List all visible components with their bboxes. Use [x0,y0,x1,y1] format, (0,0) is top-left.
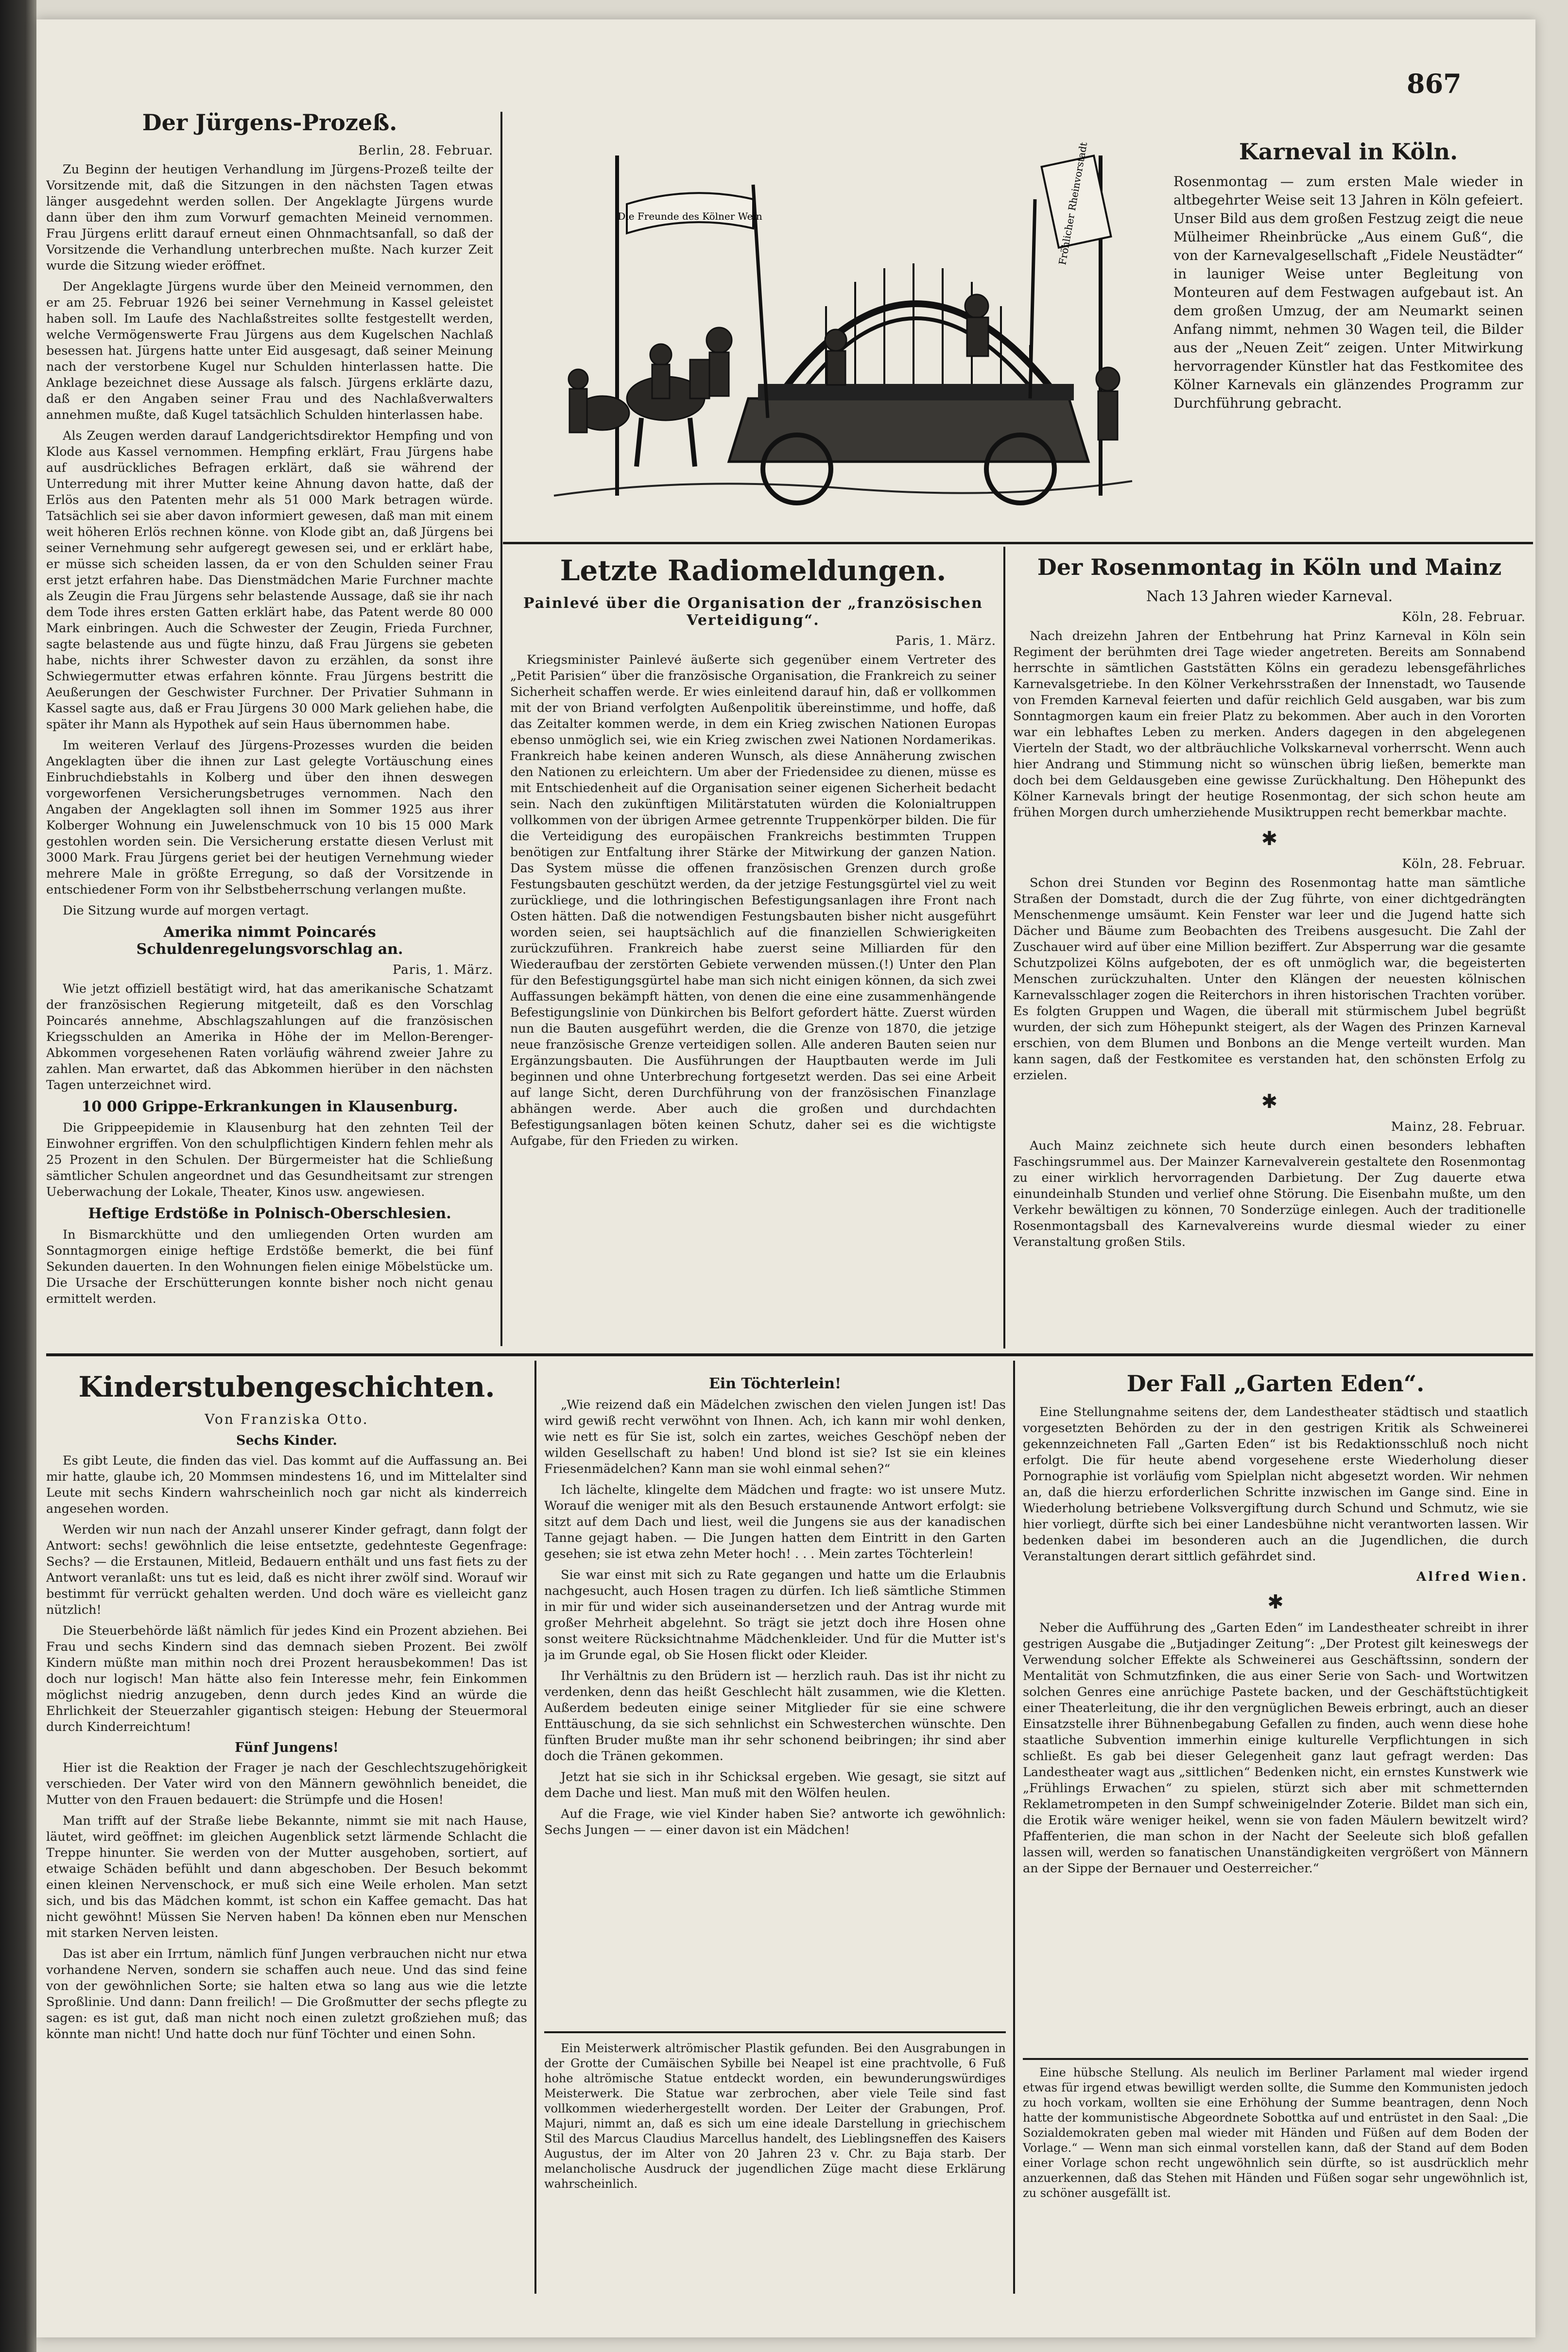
column-rule [1013,1361,1015,2294]
newspaper-page [36,19,1535,2337]
garten-paragraph: Neber die Aufführung des „Garten Eden“ im Landestheater schreibt in ihrer gestrigen Ausgabe die „Butjadinger Zeitung“: „Der Protest gilt keineswegs der Verwendung solcher Effekte als Schweinerei aus Geschäftssinn, sondern der Mentalität von Schmutzfinken, die aus einer Serie von Sach- und Wortwitzen solchen Genres eine anrüchige Pastete backen, und der Geschäftstüchtigkeit einer Theaterleitung, die ihr den vergnüglichen Beweis erbringt, auch an dieser Einsatzstelle ihrer Bühnenbegabung Gefallen zu finden, auch wenn diese hohe staatliche Subvention immerhin einige kulturelle Verpflichtungen in sich schließt. Es gab bei dieser Gelegenheit ganz laut gefragt werden: Das Landestheater wagt aus „sittlichen“ Bedenken nicht, ein ernstes Kunstwerk wie „Frühlings Erwachen“ zu spielen, stürzt sich aber mit schmetternden Reklametrompeten in den Sumpf schweinigelnder Zoterie. Bildet man sich ein, die Erotik wäre weniger heikel, wenn sie von faden Mäulern bewitzelt wird? Pfaffenterien, die man schon in der Nacht der Seeleute sich bloß gefallen lassen will, werden so fanatischen Unanständigkeiten vergrößert von Männern an der Sippe der Bernauer und Oesterreicher.“ [1023,1621,1528,1876]
carnival-float-illustration [544,126,1142,525]
karneval-koeln-title: Karneval in Köln. [1239,138,1458,165]
rosenmontag-title: Der Rosenmontag in Köln und Mainz [1037,554,1502,580]
amerika-title: Amerika nimmt Poincarés Schuldenregelungsvorschlag an. [136,924,403,958]
kinder-paragraph: Werden wir nun nach der Anzahl unserer Kinder gefragt, dann folgt der Antwort: sechs! gewöhnlich die leise entsetzte, gedehnteste Gegenfrage: Sechs? — die Erstaunen, Mitleid, Bedauern enthält und uns fast fiets zu der Antwort veranlaßt: uns tut es leid, daß es nicht ihrer zwölf sind. Worauf wir bestimmt für verrückt gehalten werden. Und doch wäre es vielleicht ganz nützlich! [46,1522,527,1617]
section-rule [46,1353,1533,1356]
karneval-koeln-article [1173,138,1523,527]
separator-star: ✱ [1261,1090,1278,1113]
banner-right-text: Fröhlicher Rheinvorstadt [1056,141,1090,266]
meisterwerk-article [544,2041,1006,2294]
banner-left-text: Die Freunde des Kölner Wein [618,210,762,222]
rosenmontag-subtitle: Nach 13 Jahren wieder Karneval. [1146,588,1393,605]
juergens-paragraph: Als Zeugen werden darauf Landgerichtsdirektor Hempfing und von Klode aus Kassel vernommen. Hempfing erklärt, Frau Jürgens habe auf ausdrückliches Befragen erklärt, daß sie während der Unterredung mit ihrer Mutter keine Ahnung davon hatte, daß der Erlös aus den Patenten mehr als 51 000 Mark betragen würde. Tatsächlich sei sie aber davon informiert gewesen, daß man mit einem weit höheren Erlös rechnen könne. von Klode gibt an, daß Jürgens bei seiner Vernehmung sehr aufgeregt gewesen sei, und er erklärt habe, er müsse sich scheiden lassen, da er von den Schulden seiner Frau erst jetzt erfahren habe. Das Dienstmädchen Marie Furchner machte als Zeugin die Frau Jürgens sehr belastende Aussage, daß sie ihr nach dem Tode ihres ersten Gatten erklärt habe, das Patent werde 80 000 Mark einbringen. Auch die Schwester der Zeugin, Frieda Furchner, sagte belastende aus und fügte hinzu, daß Frau Jürgens sie gebeten habe, nichts ihrer Schwester davon zu erzählen, da sonst ihre Schwiegermutter etwas erfahren könnte. Frau Jürgens bestritt die Aeußerungen der Geschwister Furchner. Der Privatier Suhmann in Kassel sagte aus, daß er Frau Jürgens 30 000 Mark geliehen habe, die später ihr Mann als Hypothek auf sein Haus übernommen habe. [46,429,493,732]
radio-dateline: Paris, 1. März. [895,634,996,648]
juergens-paragraph: Im weiteren Verlauf des Jürgens-Prozesses wurden die beiden Angeklagten über die ihnen zur Last gelegte Vortäuschung eines Einbruchdiebstahls in Kolberg und über den ihnen deswegen vorgeworfenen Versicherungsbetruges vernommen. Nach den Angaben der Angeklagten soll ihnen im Sommer 1925 aus ihrer Kolberger Wohnung ein Juwelenschmuck von 10 bis 15 000 Mark gestohlen worden sein. Die Versicherung erstatte diesen Verlust mit 3000 Mark. Frau Jürgens geriet bei der heutigen Vernehmung wieder mehrere Male in größte Erregung, so daß der Vorsitzende in entschiedener Form von ihr Selbstbeherrschung verlangen mußte. [46,738,493,897]
radio-subtitle: Painlevé über die Organisation der „französischen Verteidigung“. [523,595,983,629]
section-rule [503,542,1533,544]
juergens-paragraph: Zu Beginn der heutigen Verhandlung im Jürgens-Prozeß teilte der Vorsitzende mit, daß die Sitzungen in den nächsten Tagen etwas länger ausgedehnt werden sollen. Der Angeklagte Jürgens wurde dann über den ihm zum Vorwurf gemachten Meineid vernommen. Frau Jürgens erlitt darauf erneut einen Ohnmachtsanfall, so daß der Vorsitzende die Verhandlung unterbrechen mußte. Nach kurzer Zeit wurde die Sitzung wieder eröffnet. [46,162,493,273]
grippe-title: 10 000 Grippe-Erkrankungen in Klausenburg. [81,1098,458,1115]
kinder-section-title: Fünf Jungens! [235,1740,339,1755]
toechterlein-paragraph: Ihr Verhältnis zu den Brüdern ist — herzlich rauh. Das ist ihr nicht zu verdenken, denn das heißt Geschlecht hält zusammen, wie die Kletten. Außerdem bedeuten einige seiner Mitglieder für sie eine schwere Enttäuschung, da sie sich sehnlichst ein Schwesterchen wünschte. Den fünften Bruder mußte man ihr sehr schonend beibringen; ihr sind aber doch die Tränen gekommen. [544,1669,1006,1764]
radio-text: Kriegsminister Painlevé äußerte sich gegenüber einem Vertreter des „Petit Parisien“ über die französische Organisation, die Frankreich zu seiner Sicherheit schaffen werde. Er wies einleitend darauf hin, daß er vollkommen mit der von Briand verfolgten Außenpolitik übereinstimme, und hoffe, daß das Zeitalter kommen werde, in dem ein Krieg zwischen Nationen Europas ebenso unmöglich sei, wie ein Krieg zwischen zwei Nationen Nordamerikas. Frankreich habe keinen anderen Wunsch, als diese Annäherung zwischen den Nationen zu erleichtern. Um aber der Friedensidee zu dienen, müsse es mit Entschiedenheit auf die Organisation seiner eigenen Sicherheit bedacht sein. Nach den zukünftigen Militärstatuten würden die Kolonialtruppen vollkommen von der übrigen Armee getrennte Truppenkörper bilden. Die für die Verteidigung des europäischen Frankreichs bestimmten Truppen benötigen zur Entfaltung ihrer Stärke der Mitwirkung der ganzen Nation. Das System müsse die offenen französischen Grenzen durch große Festungsbauten geschützt werden, da der jetzige Festungsgürtel viel zu weit zurückliege, und die lothringischen Befestigungsanlagen ihre Front nach Osten hätten. Daß die notwendigen Festungsbauten bisher nicht ausgeführt worden seien, sei hauptsächlich auf die finanziellen Schwierigkeiten zurückzuführen. Frankreich habe zuerst seine Milliarden für den Wiederaufbau der zerstörten Gebiete verwenden müssen.(!) Unter den Plan für den Befestigungsgürtel habe man sich nicht einigen können, da sich zwei Auffassungen bekämpft hätten, von denen die eine eine zusammenhängende Befestigungslinie von Dünkirchen bis Belfort gefordert hätte. Zuerst würden nun die Bauten ausgeführt werden, die die Grenze von 1870, die jetzige neue französische Grenze verteidigen sollen. Alle anderen Bauten seien nur Ergänzungsbauten. Die Ausführungen der Hauptbauten werde im Juli beginnen und ohne Unterbrechung fortgesetzt werden. Das sei eine Arbeit auf lange Sicht, deren Durchführung von der französischen Finanzlage abhängen werde. Aber auch die großen und durchdachten Befestigungsanlagen böten keinen Schutz, daher sei es die wichtigste Aufgabe, für den Frieden zu wirken. [510,653,996,1148]
section-rule [544,2031,1006,2033]
radio-title: Letzte Radiomeldungen. [560,554,947,587]
rosenmontag-article [1013,554,1526,1341]
toechterlein-paragraph: Auf die Frage, wie viel Kinder haben Sie? antworte ich gewöhnlich: Sechs Jungen — — einer davon ist ein Mädchen! [544,1807,1006,1837]
garten-title: Der Fall „Garten Eden“. [1126,1370,1425,1397]
rosenmontag-text: Schon drei Stunden vor Beginn des Rosenmontag hatte man sämtliche Straßen der Domstadt, durch die der Zug führte, von einer dichtgedrängten Menschenmenge umsäumt. Kein Fenster war leer und die Jugend hatte sich Dächer und Bäume zum Beobachten des Treibens ausgesucht. Die Zahl der Zuschauer wird auf über eine Million beziffert. Zur Absperrung war die gesamte Schutzpolizei Kölns aufgeboten, der es oft unmöglich war, die begeisterten Menschen zurückzuhalten. Unter den Klängen der neuesten kölnischen Karnevalsschlager zogen die Reiterchors in ihren historischen Trachten vorüber. Es folgten Gruppen und Wagen, die überall mit stürmischem Jubel begrüßt wurden, der sich zum Höhepunkt steigert, als der Wagen des Prinzen Karneval erschien, von dem Blumen und Bonbons an die Menge verteilt wurden. Man kann sagen, daß der Festkomitee es verstanden hat, den schönsten Erfolg zu erzielen. [1013,876,1526,1083]
huebsche-text: Eine hübsche Stellung. Als neulich im Berliner Parlament mal wieder irgend etwas für irgend etwas bewilligt werden sollte, die Summe den Kommunisten jedoch zu hoch vorkam, wollten sie eine Erhöhung der Summe beantragen, denn Noch hatte der kommunistische Abgeordnete Sobottka auf und entrüstet in den Saal: „Die Sozialdemokraten geben mal wieder mit Händen und Füßen auf dem Boden der Vorlage.“ — Wenn man sich einmal vorstellen kann, daß der Stand auf dem Boden einer Vorlage schon recht ungewöhnlich sein dürfte, so ist ausdrücklich mehr anzuerkennen, daß das Stehen mit Händen und Füßen sogar sehr ungewöhnlich ist, zu schöner ausgefällt ist. [1023,2066,1528,2200]
kinder-title: Kinderstubengeschichten. [78,1370,495,1403]
amerika-text: Wie jetzt offiziell bestätigt wird, hat das amerikanische Schatzamt der französischen Regierung mitgeteilt, daß es den Vorschlag Poincarés annehme, Abschlagszahlungen auf die französischen Kriegsschulden an Amerika in Höhe der im Mellon-Berenger-Abkommen vorgesehenen Raten vorläufig während zweier Jahre zu zahlen. Man erwartet, daß das Abkommen hierüber in den nächsten Tagen unterzeichnet wird. [46,982,493,1092]
garten-signature: Alfred Wien. [1416,1570,1528,1584]
kinder-paragraph: Das ist aber ein Irrtum, nämlich fünf Jungen verbrauchen nicht nur etwa vorhandene Nerven, sondern sie schaffen auch neue. Und das sind feine von der gewöhnlichen Sorte; sie halten etwa so lang aus wie die letzte Sproßlinie. Und dann: Dann freilich! — Die Großmutter der sechs pflegte zu sagen: es ist gut, daß man nicht noch einen zuletzt großziehen muß; das könnte man nicht! Und hatte doch nur fünf Töchter und einen Sohn. [46,1947,527,2041]
kinder-byline: Von Franziska Otto. [205,1411,369,1427]
erdstoesse-title: Heftige Erdstöße in Polnisch-Oberschlesien. [88,1205,451,1222]
erdstoesse-text: In Bismarckhütte und den umliegenden Orten wurden am Sonntagmorgen einige heftige Erdstöße bemerkt, die bei fünf Sekunden dauerten. In den Wohnungen fielen einige Möbelstücke um. Die Ursache der Erschütterungen konnte bisher noch nicht genau ermittelt werden. [46,1228,493,1306]
amerika-dateline: Paris, 1. März. [392,963,493,977]
section-rule [1023,2058,1528,2060]
meisterwerk-text: Ein Meisterwerk altrömischer Plastik gefunden. Bei den Ausgrabungen in der Grotte der Cumäischen Sybille bei Neapel ist eine prachtvolle, 6 Fuß hohe altrömische Statue entdeckt worden, ein bewunderungswürdiges Meisterwerk. Die Statue war zerbrochen, aber viele Teile sind fast vollkommen wiederhergestellt worden. Der Leiter der Grabungen, Prof. Majuri, nimmt an, daß es sich um eine ideale Darstellung in griechischem Stil des Marcus Claudius Marcellus handelt, des Lieblingsneffen des Kaisers Augustus, der im Alter von 20 Jahren 23 v. Chr. zu Baja starb. Der melancholische Ausdruck der jugendlichen Züge macht diese Erklärung wahrscheinlich. [544,2041,1006,2191]
kinder-paragraph: Man trifft auf der Straße liebe Bekannte, nimmt sie mit nach Hause, läutet, wird geöffnet: im gleichen Augenblick setzt lärmende Schlacht die Treppe hinunter. Sie werden von der Mutter ausgehoben, sortiert, auf etwaige Schäden befühlt und dann abgeschoben. Der Besuch bekommt einen kleinen Nervenschock, er muß sich eine Weile erholen. Man setzt sich, und bis das Mädchen kommt, ist schon ein Kaffee gemacht. Das hat nicht gewöhnt! Müssen Sie Nerven haben! Da können eben nur Menschen mit starken Nerven leisten. [46,1814,527,1940]
column-rule [1003,547,1005,1349]
rosenmontag-dateline: Mainz, 28. Februar. [1391,1120,1526,1134]
kinder-article [46,1370,527,2294]
separator-star: ✱ [1267,1591,1284,1613]
rosenmontag-dateline: Köln, 28. Februar. [1402,610,1526,624]
column-rule [500,112,502,1346]
toechterlein-paragraph: „Wie reizend daß ein Mädelchen zwischen den vielen Jungen ist! Das wird gewiß recht verwöhnt von Ihnen. Ach, ich kann mir wohl denken, wie nett es für Sie ist, solch ein zartes, weiches Geschöpf neben der wilden Gesellschaft zu haben! Und blond ist sie? Ist sie ein kleines Friesenmädelchen? Kann man sie wohl einmal sehen?“ [544,1398,1006,1476]
karneval-koeln-text: Rosenmontag — zum ersten Male wieder in altbegehrter Weise seit 13 Jahren in Köln gefeiert. Unser Bild aus dem großen Festzug zeigt die neue Mülheimer Rheinbrücke „Aus einem Guß“, die von der Karnevalgesellschaft „Fidele Neustädter“ in launiger Weise unter Begleitung von Monteuren auf dem Festwagen aufgebaut ist. An dem großen Umzug, der am Neumarkt seinen Anfang nimmt, nehmen 30 Wagen teil, die Bilder aus der „Neuen Zeit“ zeigen. Unter Mitwirkung hervorragender Künstler hat das Festkomitee des Kölner Karnevals ein glänzendes Programm zur Durchführung gebracht. [1173,173,1523,411]
kinder-section-title: Sechs Kinder. [236,1433,337,1448]
toechterlein-paragraph: Ich lächelte, klingelte dem Mädchen und fragte: wo ist unsere Mutz. Worauf die weniger mit als den Besuch erstaunende Antwort erfolgt: sie sitzt auf dem Dach und liest, weil die Jungens sie aus der kanadischen Tanne gejagt haben. — Die Jungen hatten dem Eintritt in den Garten gesehen; sie ist etwa zehn Meter hoch! . . . Mein zartes Töchterlein! [544,1483,1006,1561]
toechterlein-article [544,1370,1006,2026]
kinder-paragraph: Es gibt Leute, die finden das viel. Das kommt auf die Auffassung an. Bei mir hatte, glaube ich, 20 Mommsen mindestens 16, und im Mittelalter sind Leute mit sechs Kindern wahrscheinlich noch gar nicht als kinderreich angesehen worden. [46,1453,527,1516]
juergens-article [46,109,493,1329]
radio-article [510,554,996,1341]
toechterlein-title: Ein Töchterlein! [708,1375,842,1392]
column-rule [534,1361,536,2294]
huebsche-article [1023,2065,1528,2294]
rosenmontag-dateline: Köln, 28. Februar. [1402,857,1526,871]
kinder-paragraph: Hier ist die Reaktion der Frager je nach der Geschlechtszugehörigkeit verschieden. Der Vater wird von den Männern gewöhnlich beneidet, die Mutter von den Frauen bedauert: die Strümpfe und die Hosen! [46,1761,527,1807]
juergens-paragraph: Der Angeklagte Jürgens wurde über den Meineid vernommen, den er am 25. Februar 1926 bei seiner Vernehmung in Kassel geleistet haben soll. Im Laufe des Nachlaßstreites sollte festgestellt werden, welche Vermögenswerte Frau Jürgens aus dem Kugelschen Nachlaß besessen hat. Jürgens hatte unter Eid ausgesagt, daß seiner Meinung nach der verstorbene Kugel nur Schulden hinterlassen hatte. Die Anklage bezeichnet diese Aussage als falsch. Jürgens erklärte dazu, daß er den Angaben seiner Frau und des Nachlaßverwalters annehmen mußte, daß Kugel tatsächlich Schulden hinterlassen habe. [46,279,493,422]
separator-star: ✱ [1261,828,1278,850]
grippe-text: Die Grippeepidemie in Klausenburg hat den zehnten Teil der Einwohner ergriffen. Von den schulpflichtigen Kindern fehlen mehr als 25 Prozent in den Schulen. Der Bürgermeister hat die Schließung sämtlicher Schulen angeordnet und das Gesundheitsamt zur strengen Ueberwachung der Lokale, Theater, Kinos usw. angewiesen. [46,1121,493,1199]
rosenmontag-text: Auch Mainz zeichnete sich heute durch einen besonders lebhaften Faschingsrummel aus. Der Mainzer Karnevalverein gestaltete den Rosenmontag zu einer wirklich hervorragenden Darbietung. Der Zug dauerte etwa einundeinhalb Stunden und verlief ohne Störung. Die Eisenbahn mußte, um den Verkehr bewältigen zu können, 70 Sonderzüge einlegen. Auch der traditionelle Rosenmontagsball des Karnevalvereins wurde diesmal wieder zu einer Veranstaltung großen Stils. [1013,1139,1526,1249]
rosenmontag-text: Nach dreizehn Jahren der Entbehrung hat Prinz Karneval in Köln sein Regiment der berühmten drei Tage wieder angetreten. Bereits am Sonnabend herrschte in sämtlichen Gaststätten Kölns ein geradezu lebensgefährliches Karnevalsgetriebe. In den Kölner Verkehrsstraßen der Innenstadt, wo Tausende von Fremden Karneval feierten und dafür reichlich Geld ausgaben, war bis zum Sonntagmorgen kaum ein freier Platz zu bekommen. Aber auch in den Vororten war ein lebhaftes Leben zu merken. Anders dagegen in den abgelegenen Vierteln der Stadt, wo der altbräuchliche Volkskarneval vorherrscht. Wenn auch hier Andrang und Stimmung nicht so wünschen übrig ließen, bemerkte man doch bei dem Geldausgeben eine gewisse Zurückhaltung. Den Höhepunkt des Kölner Karnevals bringt der heutige Rosenmontag, der sich schon heute am frühen Morgen durch umherziehende Musiktruppen recht bemerkbar machte. [1013,629,1526,820]
page-number: 867 [1407,68,1462,99]
juergens-title: Der Jürgens-Prozeß. [142,109,397,136]
toechterlein-paragraph: Jetzt hat sie sich in ihr Schicksal ergeben. Wie gesagt, sie sitzt auf dem Dache und liest. Man muß mit den Wölfen heulen. [544,1770,1006,1800]
garten-paragraph: Eine Stellungnahme seitens der, dem Landestheater städtisch und staatlich vorgesetzten Behörden zu der in den gestrigen Kritik als Schweinerei gekennzeichneten Fall „Garten Eden“ ist bis Redaktionsschluß noch nicht erfolgt. Die für heute abend vorgesehene erste Wiederholung dieser Pornographie ist vorläufig vom Spielplan nicht abgesetzt worden. Wir nehmen an, daß die hierzu erforderlichen Schritte inzwischen im Gange sind. Eine in Wiederholung betriebene Volksvergiftung durch Schund und Schmutz, wie sie hier vorliegt, dürfte sich bei einer Landesbühne nicht verantworten lassen. Wir bedenken dabei im besonderen auch an die Jugendlichen, die durch Veranstaltungen derart sittlich gefährdet sind. [1023,1405,1528,1564]
garten-article [1023,1370,1528,2060]
kinder-paragraph: Die Steuerbehörde läßt nämlich für jedes Kind ein Prozent abziehen. Bei Frau und sechs Kindern sind das demnach sieben Prozent. Bei zwölf Kindern müßte man mithin noch drei Prozent herausbekommen! Das ist doch nur logisch! Man hätte also fein Interesse mehr, fein Einkommen möglichst niedrig anzugeben, denn durch jedes Kind an würde die Ehrlichkeit der Steuerzahler gigantisch steigen: Hebung der Steuermoral durch Kinderreichtum! [46,1624,527,1734]
juergens-paragraph: Die Sitzung wurde auf morgen vertagt. [63,903,309,918]
juergens-dateline: Berlin, 28. Februar. [358,143,493,158]
book-binding-edge [0,0,36,2352]
toechterlein-paragraph: Sie war einst mit sich zu Rate gegangen und hatte um die Erlaubnis nachgesucht, auch Hosen tragen zu dürfen. Ich ließ sämtliche Stimmen in mir für und wider sich auseinandersetzen und der Antrag wurde mit großer Mehrheit abgelehnt. So trägt sie jetzt doch ihre Hosen ohne sonst weitere Rücksichtnahme Mädchenkleider. Und für die Mutter ist's ja im Grunde egal, ob Sie Hosen flickt oder Kleider. [544,1568,1006,1662]
